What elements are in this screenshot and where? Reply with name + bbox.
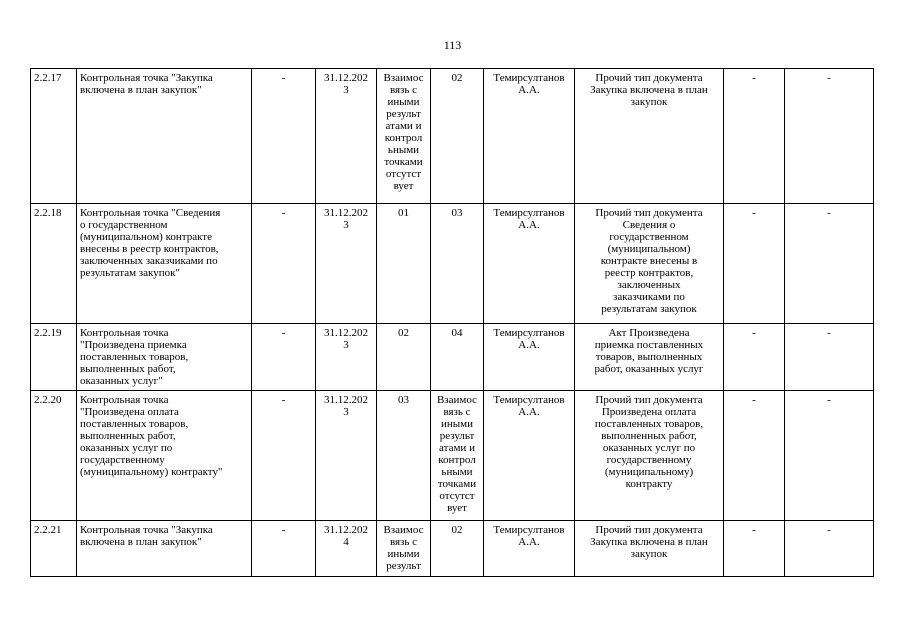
successor-cell [431,521,484,577]
responsible-person: Темирсултанов А.А. [493,394,565,418]
document-cell [575,69,724,204]
name-cell [77,391,252,521]
start-date-cell [252,204,316,324]
note: - [827,207,831,219]
predecessor-cell [377,521,431,577]
note-cell [785,324,874,391]
successor: Взаимос вязь с иными результ атами и контрол ьными точками отсутст вует [436,394,478,514]
successor: 04 [451,327,463,339]
note-cell [785,69,874,204]
predecessor: 03 [398,394,409,406]
responsible-person: Темирсултанов А.А. [493,327,565,351]
system-cell [724,204,785,324]
row-number: 2.2.18 [34,207,62,219]
responsible-cell [484,521,575,577]
end-date-cell [316,324,377,391]
document-cell [575,521,724,577]
information-system: - [752,72,756,84]
predecessor: Взаимос вязь с иными результ [383,524,424,572]
control-point-name: Контрольная точка "Закупка включена в план закупок" [80,72,213,96]
information-system: - [752,327,756,339]
note: - [827,394,831,406]
end-date-cell [316,204,377,324]
start-date-cell [252,324,316,391]
row-number: 2.2.21 [34,524,62,536]
name-cell [77,204,252,324]
end-date-cell [316,521,377,577]
row-number-cell [31,204,77,324]
predecessor-cell [377,204,431,324]
successor-cell [431,391,484,521]
row-number-cell [31,324,77,391]
responsible-cell [484,69,575,204]
control-point-name: Контрольная точка "Произведена приемка поставленных товаров, выполненных работ, оказанных услуг" [80,327,189,387]
end-date: 31.12.202 4 [324,524,368,548]
responsible-person: Темирсултанов А.А. [493,207,565,231]
start-date: - [281,524,286,536]
start-date: - [281,394,286,406]
note-cell [785,204,874,324]
successor-cell [431,204,484,324]
system-cell [724,521,785,577]
successor: 02 [451,524,463,536]
note: - [827,327,831,339]
document-cell [575,391,724,521]
successor: 02 [451,72,463,84]
name-cell [77,521,252,577]
end-date: 31.12.202 3 [324,327,368,351]
page-number: 113 [443,38,462,52]
document-type: Прочий тип документа Произведена оплата поставленных товаров, выполненных работ, оказанных услуг по государственному (муниципальному) контракту [594,394,704,490]
name-cell [77,324,252,391]
system-cell [724,324,785,391]
table-row [31,204,874,324]
start-date: - [281,327,286,339]
end-date: 31.12.202 3 [324,207,368,231]
information-system: - [752,394,756,406]
document-type: Акт Произведена приемка поставленных товаров, выполненных работ, оказанных услуг [594,327,704,375]
start-date-cell [252,69,316,204]
responsible-cell [484,324,575,391]
row-number: 2.2.19 [34,327,62,339]
table-row [31,69,874,204]
successor-cell [431,324,484,391]
row-number: 2.2.17 [34,72,62,84]
end-date-cell [316,391,377,521]
row-number-cell [31,521,77,577]
row-number: 2.2.20 [34,394,62,406]
control-point-name: Контрольная точка "Произведена оплата поставленных товаров, выполненных работ, оказанных услуг по государственному (муниципальному) контракту" [80,394,223,478]
row-number-cell [31,391,77,521]
responsible-person: Темирсултанов А.А. [493,72,565,96]
document-type: Прочий тип документа Сведения о государственном (муниципальном) контракте внесены в реестр контрактов, заключенных заказчиками по результатам закупок [595,207,703,315]
document-type: Прочий тип документа Закупка включена в план закупок [590,72,708,108]
end-date-cell [316,69,377,204]
predecessor: 02 [398,327,409,339]
control-point-name: Контрольная точка "Сведения о государственном (муниципальном) контракте внесены в реестр контрактов, заключенных заказчиками по результатам закупок" [80,207,221,279]
note-cell [785,521,874,577]
predecessor-cell [377,69,431,204]
predecessor: Взаимос вязь с иными результ атами и контрол ьными точками отсутст вует [383,72,424,192]
control-points-table [30,68,874,577]
note-cell [785,391,874,521]
document-type: Прочий тип документа Закупка включена в план закупок [590,524,708,560]
successor: 03 [451,207,463,219]
information-system: - [752,207,756,219]
system-cell [724,391,785,521]
responsible-person: Темирсултанов А.А. [493,524,565,548]
table-row [31,324,874,391]
responsible-cell [484,204,575,324]
table-row [31,391,874,521]
start-date: - [281,207,286,219]
start-date-cell [252,521,316,577]
note: - [827,524,831,536]
start-date: - [281,72,286,84]
name-cell [77,69,252,204]
control-point-name: Контрольная точка "Закупка включена в план закупок" [80,524,213,548]
successor-cell [431,69,484,204]
predecessor-cell [377,324,431,391]
document-cell [575,324,724,391]
start-date-cell [252,391,316,521]
predecessor: 01 [398,207,409,219]
predecessor-cell [377,391,431,521]
document-cell [575,204,724,324]
table-row [31,521,874,577]
end-date: 31.12.202 3 [324,394,368,418]
note: - [827,72,831,84]
responsible-cell [484,391,575,521]
end-date: 31.12.202 3 [324,72,368,96]
system-cell [724,69,785,204]
information-system: - [752,524,756,536]
row-number-cell [31,69,77,204]
